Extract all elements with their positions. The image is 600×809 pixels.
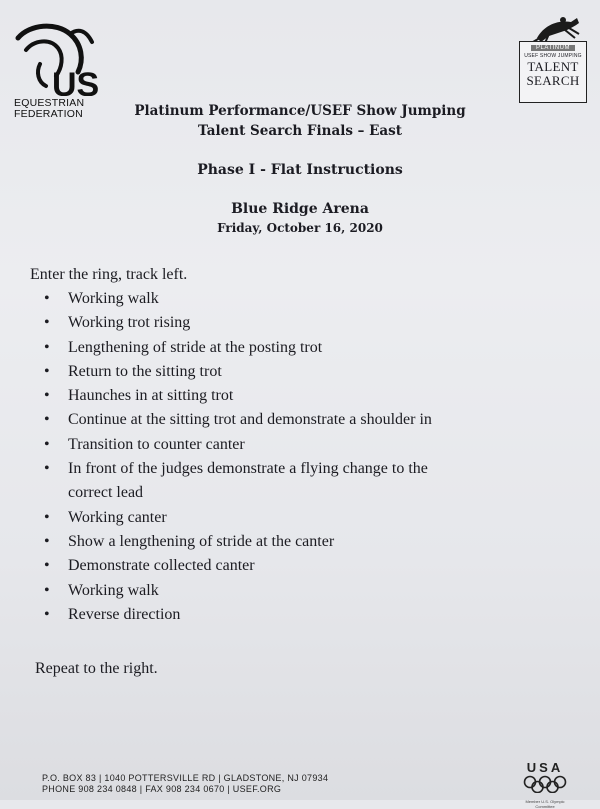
outro-text: Repeat to the right.: [35, 660, 158, 677]
bullet-icon: •: [44, 387, 50, 405]
bullet-icon: •: [44, 557, 50, 575]
usa-olympic-logo: [520, 760, 570, 809]
bullet-icon: •: [44, 508, 50, 526]
search-label: SEARCH: [526, 73, 580, 88]
bullet-icon: •: [44, 314, 50, 332]
list-item: • Working canter: [42, 506, 562, 530]
bullet-icon: •: [44, 581, 50, 599]
list-item: • Working walk: [42, 579, 562, 603]
list-item: • Haunches in at sitting trot: [42, 384, 562, 408]
jumping-horse-icon: [519, 14, 587, 44]
bullet-icon: •: [44, 290, 50, 307]
title-line-2: Talent Search Finals – East: [198, 123, 402, 139]
bullet-icon: •: [44, 338, 50, 356]
usef-name: [14, 98, 84, 120]
talent-search-logo: [519, 14, 587, 104]
steps-list: [42, 287, 562, 627]
intro-text: Enter the ring, track left.: [30, 266, 188, 283]
bullet-icon: •: [44, 435, 50, 453]
venue-heading: Blue Ridge Arena: [231, 201, 369, 217]
bullet-icon: •: [44, 411, 50, 429]
usef-name-line2: FEDERATION: [14, 108, 83, 120]
date-heading: Friday, October 16, 2020: [217, 221, 383, 235]
usoc-label: Member U.S. Olympic Committee: [525, 799, 565, 809]
show-jumping-label: USEF SHOW JUMPING: [524, 53, 582, 59]
usef-abbr: US: [52, 66, 100, 96]
list-item: • In front of the judges demonstrate a flying change to the: [42, 457, 562, 481]
bullet-icon: •: [44, 362, 50, 380]
phase-heading: Phase I - Flat Instructions: [197, 162, 403, 178]
bullet-icon: •: [44, 460, 50, 478]
usef-name-line1: EQUESTRIAN: [14, 97, 85, 109]
list-item: • Show a lengthening of stride at the canter: [42, 530, 562, 554]
footer-line-2: PHONE 908 234 0848 | FAX 908 234 0670 | USEF.ORG: [42, 784, 282, 794]
title-line-1: Platinum Performance/USEF Show Jumping: [134, 103, 466, 119]
list-item: • Transition to counter canter: [42, 433, 562, 457]
usa-label: USA: [526, 760, 564, 775]
list-item: • Lengthening of stride at the posting trot: [42, 336, 562, 360]
list-item: • Demonstrate collected canter: [42, 554, 562, 578]
horse-head-logo-icon: [12, 20, 112, 96]
footer-address: [42, 773, 328, 795]
list-item: • Working trot rising: [42, 311, 562, 335]
list-item: • Return to the sitting trot: [42, 360, 562, 384]
list-item-continuation: correct lead: [68, 484, 144, 502]
list-item: • Reverse direction: [42, 603, 562, 627]
usef-logo: [12, 20, 112, 96]
platinum-badge: PLATINUM: [531, 45, 575, 51]
footer-line-1: P.O. BOX 83 | 1040 POTTERSVILLE RD | GLADSTONE, NJ 07934: [42, 773, 329, 783]
list-item: • Working walk: [42, 287, 562, 311]
bullet-icon: •: [44, 532, 50, 550]
bullet-icon: •: [44, 605, 50, 623]
talent-label: TALENT: [527, 59, 579, 74]
list-item: • Continue at the sitting trot and demonstrate a shoulder in: [42, 408, 562, 432]
talent-search-box: [519, 41, 587, 103]
olympic-rings-icon: [520, 775, 570, 793]
